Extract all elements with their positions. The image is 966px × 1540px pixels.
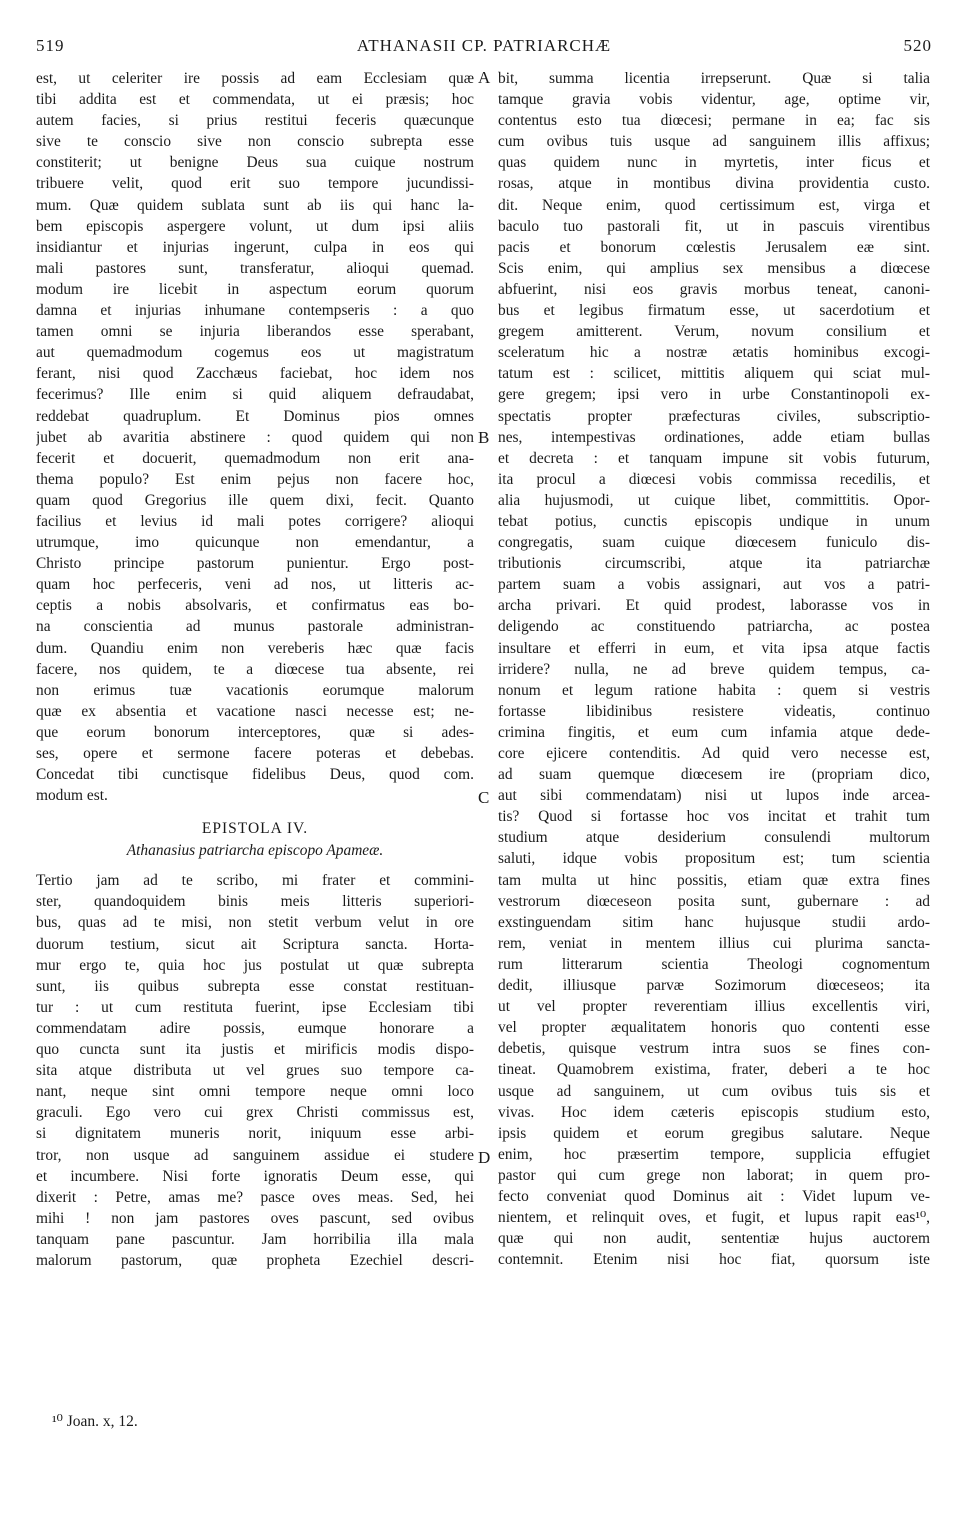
- text-line: quæ qui non audit, sententiæ hujus auctorem: [498, 1230, 930, 1248]
- text-line: tanquam pane pascuntur. Jam horribilia illa mala: [36, 1230, 474, 1248]
- text-line: thema populo? Est enim pejus non facere hoc,: [36, 470, 474, 488]
- text-line: sive te conscio sive non conscio subrepta esse: [36, 133, 474, 151]
- text-line: constiterit; ut benigne Deus sua cuique nostrum: [36, 154, 474, 172]
- text-line: irridere? nulla, ne ad breve quidem tempus, ca-: [498, 660, 930, 678]
- text-line: exstinguendam sitim hanc hujusque studii ardo-: [498, 913, 930, 931]
- right-column: [498, 68, 930, 1270]
- text-line: et incumbere. Nisi forte ignoratis Deum esse, qui: [36, 1167, 474, 1185]
- text-line: autem facies, si prius restitui feceris quæcunque: [36, 112, 474, 130]
- text-line: usque ad sanguinem, ut cum ovibus tuis sis et: [498, 1082, 930, 1100]
- text-line: rosas, atque in montibus divina providentia custo.: [498, 175, 930, 193]
- margin-mark-c: C: [478, 788, 490, 807]
- text-line: tributionis circumscribi, atque ita patriarchæ: [498, 555, 930, 573]
- text-line: bem episcopis aspergere volunt, ut dum ipsi aliis: [36, 217, 474, 235]
- text-line: partem suam a vobis assignari, aut vos a patri-: [498, 576, 930, 594]
- text-line: ferant, nisi quod Zacchæus faciebat, hoc idem nos: [36, 365, 474, 383]
- text-line: tatum est : scilicet, mittitis aliquem qui sciat mul-: [498, 365, 930, 383]
- text-line: gere gregem; ipsi vero in urbe Constantinopoli ex-: [498, 386, 930, 404]
- text-line: si dignitatem muneris norit, iniquum esse arbi-: [36, 1125, 474, 1143]
- text-line: insidiantur et injurias ingerunt, culpa in eos qui: [36, 238, 474, 256]
- text-line: et decreta : et tanquam impune sit vobis futurum,: [498, 449, 930, 467]
- text-line: contemnit. Etenim nisi hoc fiat, quorsum iste: [498, 1251, 930, 1269]
- text-line: fecerimus? Ille enim si quid aliquem defraudabat,: [36, 386, 474, 404]
- margin-mark-b: B: [478, 428, 490, 447]
- text-line: pastor qui cum grege non laborat; in quem pro-: [498, 1166, 930, 1184]
- text-line: insultare et efferri in eum, et vita ipsa atque factis: [498, 639, 930, 657]
- text-line: sceleratum hic a nostræ ætatis hominibus excogi-: [498, 344, 930, 362]
- text-line: saluti, idque vobis propositum est; tum scientia: [498, 850, 930, 868]
- text-line: quas quidem nunc in myrtetis, inter ficus et: [498, 154, 930, 172]
- text-line: utrumque, imo quicunque non emendantur, a: [36, 534, 474, 552]
- text-line: est, ut celeriter ire possis ad eam Ecclesiam quæ: [36, 70, 474, 87]
- text-line: deligendo ac constituendo patriarcha, ac postea: [498, 618, 930, 636]
- text-line: nientem, et relinquit oves, et fugit, et lupus rapit eas¹⁰,: [498, 1209, 930, 1227]
- text-line: quo cuncta sunt ita justis et mirificis modis dispo-: [36, 1041, 474, 1059]
- text-line: Christo principe pastorum punientur. Ergo post-: [36, 555, 474, 573]
- text-line: sita atque distributa ut vel grues suo tempore ca-: [36, 1062, 474, 1080]
- text-line: core ejicere contenditis. Ad quid vero necesse est,: [498, 745, 930, 762]
- left-column: [36, 68, 474, 1271]
- text-line: jubet ab avaritia abstinere : quod quidem qui non: [36, 428, 474, 446]
- text-line: nant, neque sint omni tempore neque omni loco: [36, 1083, 474, 1101]
- text-line: alia hujusmodi, ut cuique libet, committitis. Opor-: [498, 491, 930, 509]
- right-column-text: [498, 68, 930, 1270]
- text-line: damna et injurias inhumane contempseris : a quo: [36, 302, 474, 320]
- text-line: tribuere velit, quod erit suo tempore jucundissi-: [36, 175, 474, 193]
- text-line: fecerit et docuerit, quemadmodum non erit ana-: [36, 449, 474, 467]
- text-line: que eorum bonorum interceptores, quæ si ades-: [36, 723, 474, 741]
- text-line: nes, intempestivas ordinationes, adde etiam bullas: [498, 428, 930, 446]
- text-line: enim, hoc præsertim tempore, supplicia effugiet: [498, 1145, 930, 1163]
- text-line: tibi addita est et commendata, ut ei præsis; hoc: [36, 91, 474, 109]
- text-line: tebat potius, cunctis episcopis undique in unum: [498, 512, 930, 530]
- text-line: vel propter æqualitatem honoris quo contenti esse: [498, 1019, 930, 1037]
- text-line: studium atque desiderium consulendi multorum: [498, 829, 930, 847]
- text-line: reddebat quadruplum. Et Dominus pios omnes: [36, 407, 474, 425]
- text-line: na conscientia ad munus pastorale administran-: [36, 618, 474, 636]
- text-line: ceptis a nobis absolvaris, et confirmatus eas bo-: [36, 597, 474, 615]
- text-line: Concedat tibi cunctisque fidelibus Deus, quod com.: [36, 766, 474, 784]
- text-line: dum. Quandiu enim non vereberis hæc quæ facis: [36, 639, 474, 657]
- text-line: tur : ut cum restituta fuerint, ipse Ecclesiam tibi: [36, 998, 474, 1016]
- text-line: ut vel propter reverentiam illius excellentis viri,: [498, 998, 930, 1016]
- text-line: quæ ex absentia et vacatione nasci necesse est; ne-: [36, 702, 474, 720]
- text-line: contentus esto tua diœcesi; permane in ea; fac sis: [498, 112, 930, 130]
- running-header: [36, 36, 932, 60]
- text-line: mum. Quæ quidem sublata sunt ab iis qui hanc la-: [36, 196, 474, 214]
- text-line: ses, opere et sermone facere poteras et debebas.: [36, 745, 474, 762]
- text-line: fortasse libidinibus resistere videatis, continuo: [498, 702, 930, 720]
- epistle-title: EPISTOLA IV.: [201, 820, 309, 838]
- text-line: ita procul a diœcesi vobis commissa recedilis, et: [498, 470, 930, 488]
- text-line: mali pastores sunt, transferatur, alioqui quemad.: [36, 259, 474, 277]
- text-line: gregem amitterent. Verum, novum consilium et: [498, 323, 930, 341]
- margin-mark-d: D: [478, 1148, 491, 1167]
- text-line: facere, nos quidem, te a diœcese tua absente, rei: [36, 660, 474, 678]
- text-line: malorum pastorum, quæ propheta Ezechiel descri-: [36, 1251, 474, 1269]
- text-line: quam quod Gregorius ille quem dixi, fecit. Quanto: [36, 491, 474, 509]
- text-line: bit, summa licentia irrepserunt. Quæ si talia: [498, 70, 930, 87]
- text-line: aut sibi commendatam) nisi ut lupos inde arcea-: [498, 787, 930, 805]
- text-line: vestrorum diœceseon posita sunt, gubernare : ad: [498, 892, 930, 910]
- text-line: Scis enim, qui amplius sex mensibus a diœcese: [498, 259, 930, 277]
- text-line: dit. Neque enim, quod certissimum est, virga et: [498, 196, 930, 214]
- text-line: Tertio jam ad te scribo, mi frater et commini-: [36, 872, 474, 890]
- text-line: graculi. Ego vero cui grex Christi commissus est,: [36, 1104, 474, 1122]
- text-line: dixerit : Petre, amas me? pasce oves meas. Sed, hei: [36, 1188, 474, 1206]
- text-line: aut quemadmodum cogemus eos ut magistratum: [36, 344, 474, 362]
- text-line: tamen omni se injuria liberandos esse sperabant,: [36, 323, 474, 341]
- margin-mark-a: A: [478, 68, 491, 87]
- running-title: ATHANASII CP. PATRIARCHÆ: [356, 36, 612, 55]
- right-page-number: 520: [903, 36, 932, 55]
- text-line: ad suam quemque diœcesem ire (propriam dico,: [498, 766, 930, 784]
- text-line: tamque gravia vobis videntur, age, optime vir,: [498, 91, 930, 109]
- text-line: quam hoc perfeceris, veni ad nos, ut litteris ac-: [36, 576, 474, 594]
- text-line: mihi ! non jam pastores oves pascunt, sed ovibus: [36, 1209, 474, 1227]
- text-line: ipsis quidem et eorum gregibus salutare. Neque: [498, 1124, 930, 1142]
- text-line: modum est.: [36, 787, 108, 805]
- text-line: dedit, illiusque parvæ Sozimorum diœceseos; ita: [498, 977, 930, 995]
- text-line: spectatis propter præfecturas civiles, subscriptio-: [498, 407, 930, 425]
- footnote: ¹⁰ Joan. x, 12.: [52, 1413, 138, 1430]
- text-line: modum ire licebit in aspectum eorum quorum: [36, 280, 474, 298]
- text-line: tis? Quod si fortasse hoc vos incitat et trahit tum: [498, 808, 930, 826]
- text-line: crimina fingitis, et eum cum infamia atque dede-: [498, 723, 930, 741]
- epistle-text: [36, 870, 474, 1271]
- text-line: congregatis, suam cuique diœcesem funiculo dis-: [498, 534, 930, 552]
- text-line: abfuerint, nisi eos gravis morbus teneat, canoni-: [498, 280, 930, 298]
- left-page-number: 519: [36, 36, 65, 55]
- text-line: bus et legibus firmatum esse, ut sacerdotium et: [498, 302, 930, 320]
- text-line: fecto conveniat quod Dominus ait : Videt lupum ve-: [498, 1187, 930, 1205]
- text-line: vivas. Hoc idem cæteris episcopis studium esto,: [498, 1103, 930, 1121]
- text-line: tineat. Quamobrem existima, frater, deberi a te hoc: [498, 1061, 930, 1079]
- text-line: rum litterarum scientia Theologi cognomentum: [498, 955, 930, 973]
- text-line: pacis et bonorum cœlestis Jerusalem eæ sint.: [498, 238, 930, 256]
- text-line: archa privari. Et quid prodest, laborasse vos in: [498, 597, 930, 615]
- text-line: tror, non usque ad sanguinem assidue ei studere: [36, 1146, 474, 1164]
- text-line: commendatam adire possis, eumque honorare a: [36, 1019, 474, 1037]
- text-line: facilius et levius id mali potes corrigere? alioqui: [36, 512, 474, 530]
- text-line: ster, quandoquidem binis meis litteris superiori-: [36, 893, 474, 911]
- text-line: bus, quas ad te misi, non stetit verbum velut in ore: [36, 914, 474, 932]
- text-line: baculo tuo pastorali fit, ut in pascuis virentibus: [498, 217, 930, 235]
- text-line: mur ergo te, quia hoc jus postulat ut quæ subrepta: [36, 956, 474, 974]
- text-line: nonum et legum ratione habita : quem si vestris: [498, 681, 930, 699]
- text-line: cum ovibus tuis usque ad sanguinem illis affixus;: [498, 133, 930, 151]
- text-line: non erimus tuæ vacationis eorumque malorum: [36, 681, 474, 699]
- text-line: tam multa ut hinc possitis, etiam quæ extra fines: [498, 871, 930, 889]
- text-line: rem, veniat in mentem illius cui plurima sancta-: [498, 934, 930, 952]
- text-line: duorum testium, sicut ait Scriptura sancta. Horta-: [36, 935, 474, 953]
- text-line: debetis, quisque vestrum intra suos se fines con-: [498, 1040, 930, 1058]
- epistle-subtitle: Athanasius patriarcha episcopo Apameæ.: [126, 842, 384, 860]
- left-column-text: [36, 68, 474, 806]
- text-line: sunt, iis quibus subrepta esse constat restituan-: [36, 977, 474, 995]
